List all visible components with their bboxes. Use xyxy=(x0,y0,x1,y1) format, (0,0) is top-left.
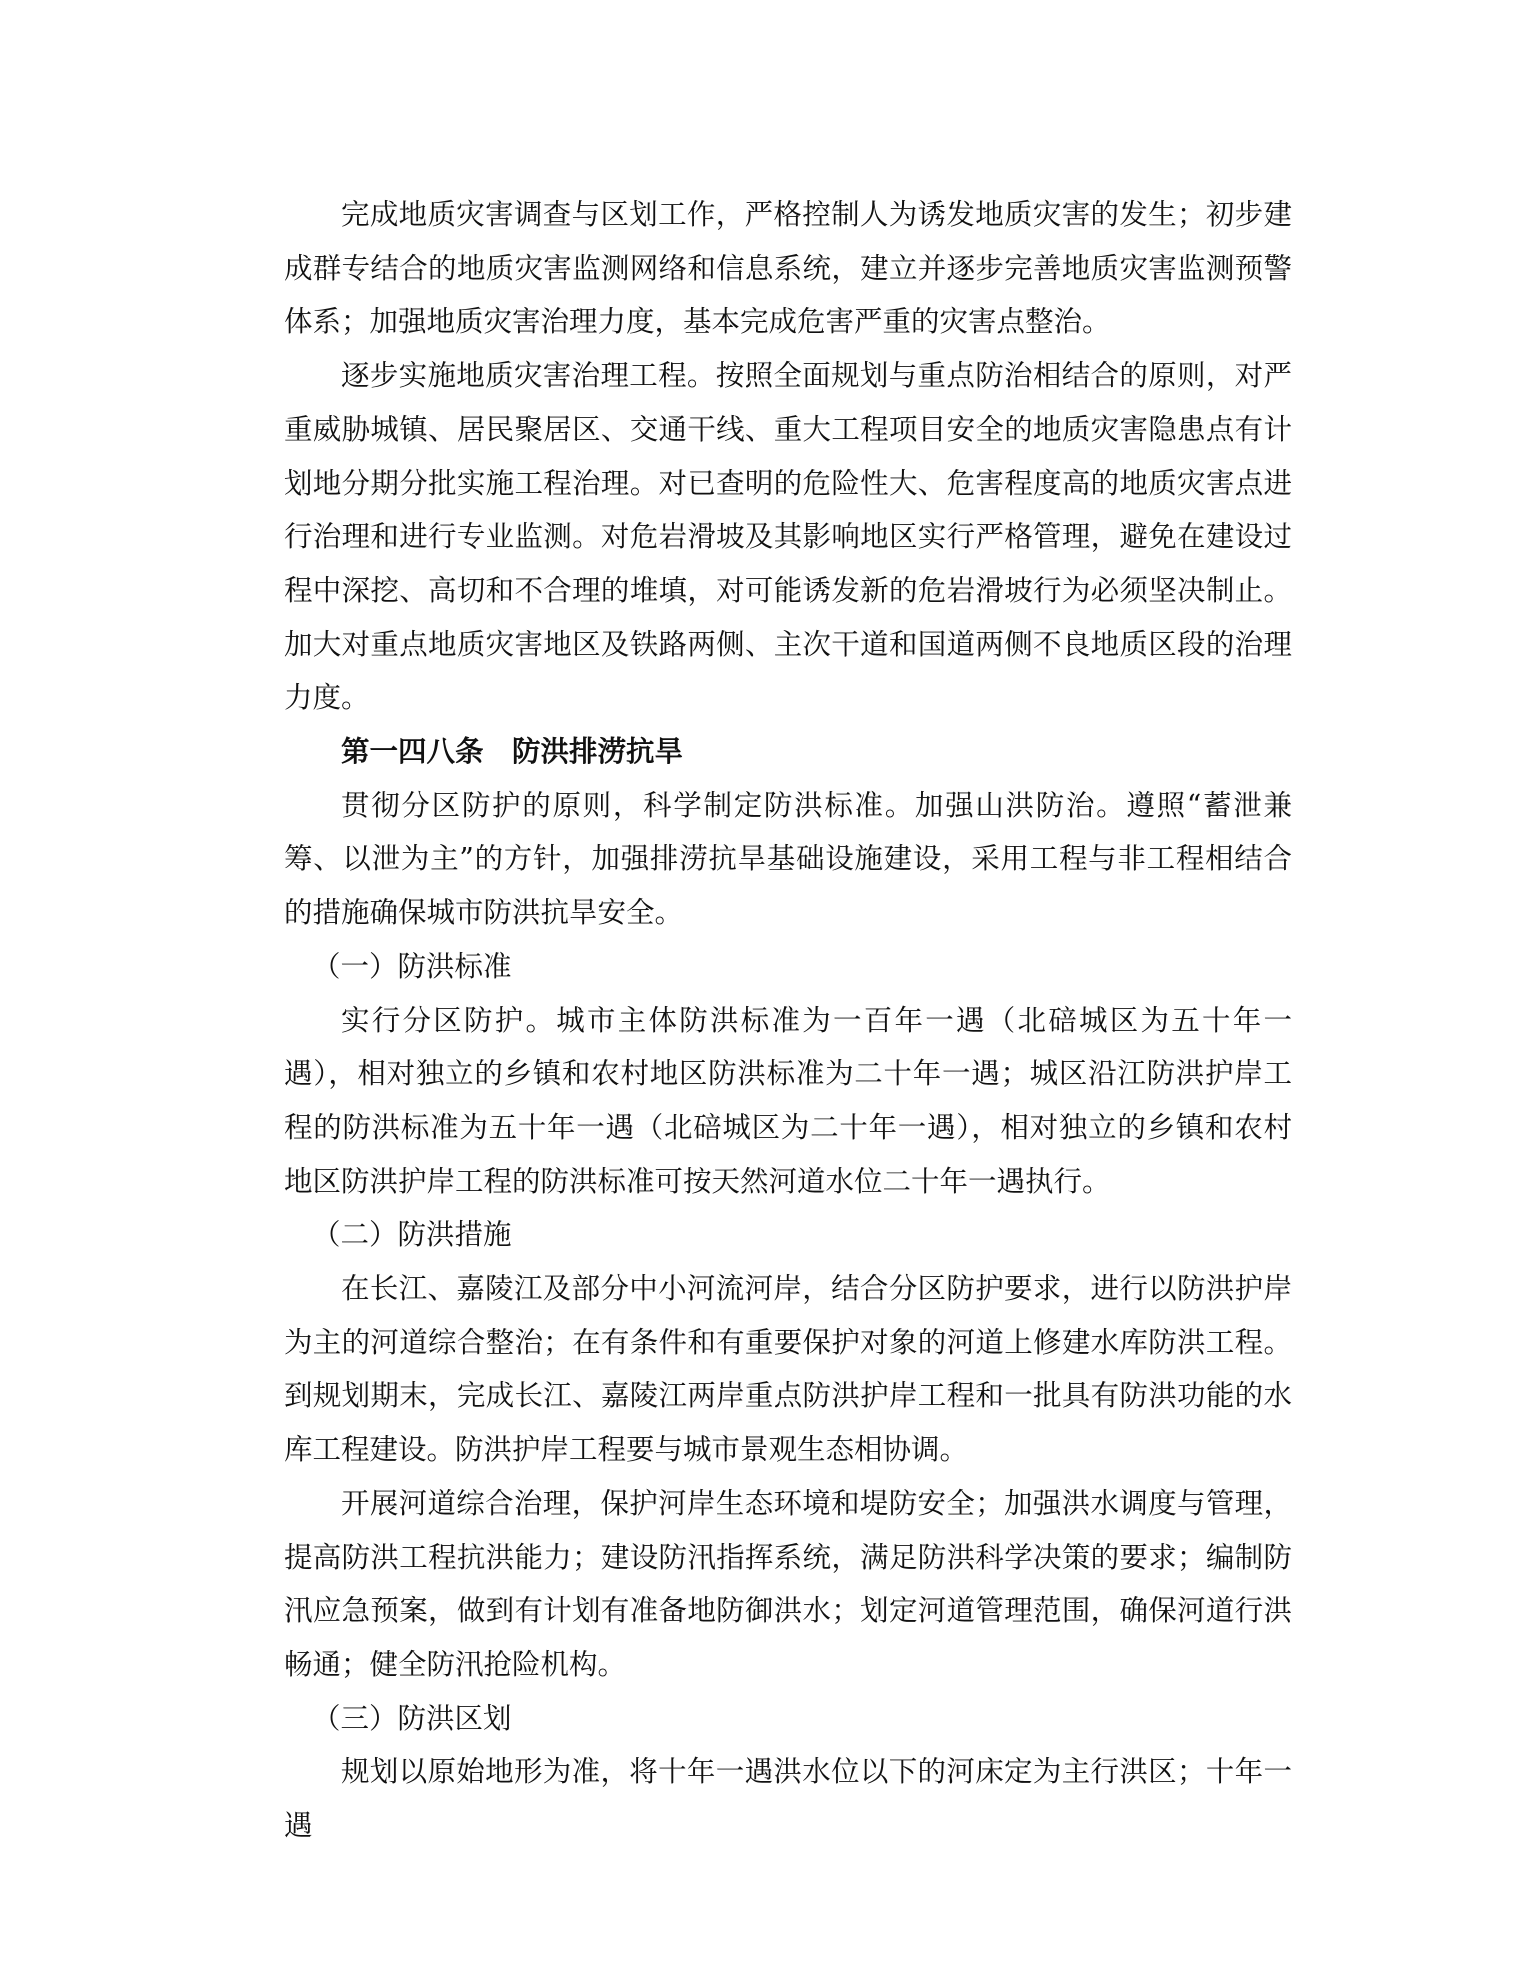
body-paragraph-geohazard-survey: 完成地质灾害调查与区划工作，严格控制人为诱发地质灾害的发生；初步建成群专结合的地质灾害监测网络和信息系统，建立并逐步完善地质灾害监测预警体系；加强地质灾害治理力度，基本完成危害严重的灾害点整治。 xyxy=(284,198,1292,339)
body-paragraph-flood-zoning: 规划以原始地形为准，将十年一遇洪水位以下的河床定为主行洪区；十年一遇 xyxy=(284,1755,1292,1843)
subheading-number: （三） xyxy=(312,1701,398,1735)
subheading-number: （二） xyxy=(312,1218,398,1252)
body-paragraph-flood-principle: 贯彻分区防护的原则，科学制定防洪标准。加强山洪防治。遵照“蓄泄兼筹、以泄为主”的方针，加强排涝抗旱基础设施建设，采用工程与非工程相结合的措施确保城市防洪抗旱安全。 xyxy=(284,788,1292,930)
body-paragraph-flood-standard: 实行分区防护。城市主体防洪标准为一百年一遇（北碚城区为五十年一遇），相对独立的乡镇和农村地区防洪标准为二十年一遇；城区沿江防洪护岸工程的防洪标准为五十年一遇（北碚城区为二十年一遇），相对独立的乡镇和农村地区防洪护岸工程的防洪标准可按天然河道水位二十年一遇执行。 xyxy=(284,1003,1292,1198)
article-heading xyxy=(284,725,1292,779)
subheading-title: 防洪标准 xyxy=(397,949,512,983)
subheading-flood-measures xyxy=(284,1208,1292,1262)
body-paragraph-geohazard-treatment: 逐步实施地质灾害治理工程。按照全面规划与重点防治相结合的原则，对严重威胁城镇、居民聚居区、交通干线、重大工程项目安全的地质灾害隐患点有计划地分期分批实施工程治理。对已查明的危险性大、危害程度高的地质灾害点进行治理和进行专业监测。对危岩滑坡及其影响地区实行严格管理，避免在建设过程中深挖、高切和不合理的堆填，对可能诱发新的危岩滑坡行为必须坚决制止。加大对重点地质灾害地区及铁路两侧、主次干道和国道两侧不良地质区段的治理力度。 xyxy=(284,359,1292,715)
subheading-flood-standard xyxy=(284,940,1292,994)
subheading-number: （一） xyxy=(312,949,398,983)
document-body xyxy=(284,188,1292,1853)
article-number: 第一四八条 xyxy=(341,735,484,769)
subheading-title: 防洪措施 xyxy=(397,1218,512,1252)
subheading-flood-zoning xyxy=(284,1692,1292,1746)
subheading-title: 防洪区划 xyxy=(397,1701,512,1735)
body-paragraph-river-embankment: 在长江、嘉陵江及部分中小河流河岸，结合分区防护要求，进行以防洪护岸为主的河道综合整治；在有条件和有重要保护对象的河道上修建水库防洪工程。到规划期末，完成长江、嘉陵江两岸重点防洪护岸工程和一批具有防洪功能的水库工程建设。防洪护岸工程要与城市景观生态相协调。 xyxy=(284,1272,1292,1467)
body-paragraph-river-governance: 开展河道综合治理，保护河岸生态环境和堤防安全；加强洪水调度与管理，提高防洪工程抗洪能力；建设防汛指挥系统，满足防洪科学决策的要求；编制防汛应急预案，做到有计划有准备地防御洪水；划定河道管理范围，确保河道行洪畅通；健全防汛抢险机构。 xyxy=(284,1486,1292,1681)
article-title: 防洪排涝抗旱 xyxy=(512,735,684,769)
